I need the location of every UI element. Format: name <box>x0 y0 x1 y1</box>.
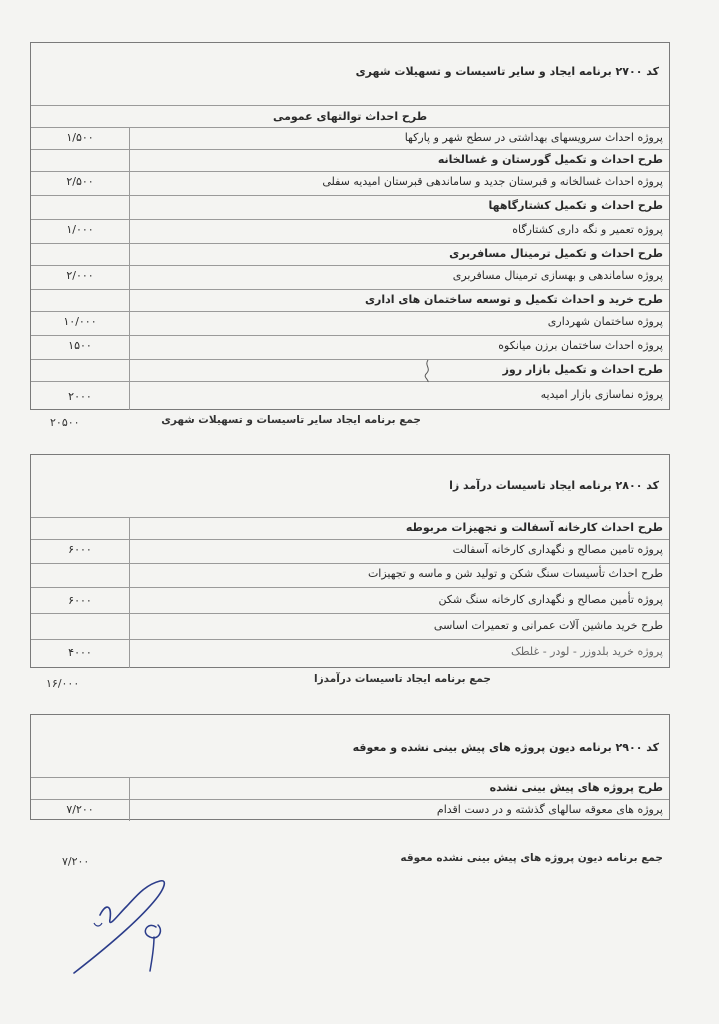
row-amount <box>31 290 130 311</box>
row-amount: ۲/۰۰۰ <box>31 266 130 289</box>
row-amount: ۴۰۰۰ <box>31 640 130 668</box>
row-description: پروژه ساماندهی و بهسازی ترمینال مسافربری <box>452 269 663 282</box>
section3-total-amount: ۷/۲۰۰ <box>62 855 90 868</box>
row-description: پروژه احداث غسالخانه و قبرستان جدید و ساماندهی قبرستان امیدیه سفلی <box>322 175 663 188</box>
table-row <box>31 219 669 243</box>
table-row <box>31 265 669 289</box>
row-amount: ۷/۲۰۰ <box>31 800 130 821</box>
row-description: طرح احداث کارخانه آسفالت و تجهیزات مربوطه <box>405 521 663 534</box>
section1-total-label: جمع برنامه ایجاد سایر تاسیسات و تسهیلات شهری <box>161 414 421 426</box>
section2-table <box>30 454 670 668</box>
table-row <box>31 311 669 335</box>
row-amount <box>31 778 130 799</box>
row-amount <box>31 360 130 381</box>
table-row <box>31 195 669 219</box>
row-description: طرح احداث و تکمیل بازار روز <box>502 363 663 376</box>
table-row <box>31 289 669 311</box>
section2-total-label: جمع برنامه ایجاد تاسیسات درآمدزا <box>314 673 491 685</box>
row-description: طرح خرید ماشین آلات عمرانی و تعمیرات اساسی <box>433 619 663 632</box>
row-description: طرح پروژه های پیش بینی نشده <box>489 781 663 794</box>
section1-total-amount: ۲۰۵۰۰ <box>50 416 80 429</box>
signature <box>60 875 190 985</box>
row-description: طرح احداث و تکمیل کشتارگاهها <box>488 199 663 212</box>
row-amount <box>31 518 130 539</box>
pen-mark <box>420 358 436 384</box>
row-amount <box>31 244 130 265</box>
row-amount <box>31 150 130 171</box>
row-description: طرح احداث و تکمیل ترمینال مسافربری <box>449 247 663 260</box>
section2-header: کد ۲۸۰۰ برنامه ایجاد تاسیسات درآمد زا <box>449 479 659 492</box>
row-description: پروژه نماسازی بازار امیدیه <box>540 388 663 401</box>
row-description: طرح خرید و احداث تکمیل و توسعه ساختمان های اداری <box>364 293 663 306</box>
row-description: پروژه خرید بلدوزر - لودر - غلطک <box>510 645 663 658</box>
section3-total-label: جمع برنامه دیون پروژه های پیش بینی نشده معوقه <box>400 852 663 864</box>
table-row <box>31 539 669 563</box>
table-row <box>31 127 669 149</box>
section2-total-amount: ۱۶/۰۰۰ <box>46 677 80 690</box>
row-amount: ۲/۵۰۰ <box>31 172 130 195</box>
row-description: پروژه تعمیر و نگه داری کشتارگاه <box>512 223 663 236</box>
table-row <box>31 639 669 668</box>
row-amount: ۱/۵۰۰ <box>31 128 130 149</box>
row-amount: ۶۰۰۰ <box>31 540 130 563</box>
row-description: طرح احداث و تکمیل گورستان و غسالخانه <box>437 153 663 166</box>
section1-subheader: طرح احداث توالتهای عمومی <box>272 110 428 123</box>
section3-table <box>30 714 670 820</box>
row-amount: ۱۰/۰۰۰ <box>31 312 130 335</box>
table-row <box>31 381 669 410</box>
row-amount <box>31 564 130 587</box>
table-row <box>31 517 669 539</box>
section1-subheader-row <box>31 105 669 127</box>
row-amount <box>31 196 130 219</box>
table-row <box>31 587 669 613</box>
table-row <box>31 171 669 195</box>
table-row <box>31 359 669 381</box>
row-description: پروژه احداث سرویسهای بهداشتی در سطح شهر و پارکها <box>404 131 663 144</box>
table-row <box>31 243 669 265</box>
row-amount: ۱۵۰۰ <box>31 336 130 359</box>
table-row <box>31 563 669 587</box>
row-description: پروژه ساختمان شهرداری <box>547 315 663 328</box>
row-amount: ۲۰۰۰ <box>31 382 130 410</box>
table-row <box>31 335 669 359</box>
row-description: پروژه های معوقه سالهای گذشته و در دست اقدام <box>436 803 663 816</box>
row-amount: ۱/۰۰۰ <box>31 220 130 243</box>
table-row <box>31 613 669 639</box>
table-row <box>31 149 669 171</box>
section3-header: کد ۲۹۰۰ برنامه دیون پروژه های پیش بینی نشده و معوقه <box>352 741 659 754</box>
row-description: پروژه تأمین مصالح و نگهداری کارخانه سنگ شکن <box>438 593 663 606</box>
section1-table <box>30 42 670 410</box>
section1-header: کد ۲۷۰۰ برنامه ایجاد و سایر تاسیسات و تسهیلات شهری <box>355 65 659 78</box>
row-description: طرح احداث تأسیسات سنگ شکن و تولید شن و ماسه و تجهیزات <box>367 567 663 580</box>
row-amount <box>31 614 130 639</box>
row-description: پروژه احداث ساختمان برزن میانکوه <box>498 339 663 352</box>
row-amount: ۶۰۰۰ <box>31 588 130 613</box>
row-description: پروژه تامین مصالح و نگهداری کارخانه آسفالت <box>452 543 663 556</box>
table-row <box>31 777 669 799</box>
table-row <box>31 799 669 821</box>
